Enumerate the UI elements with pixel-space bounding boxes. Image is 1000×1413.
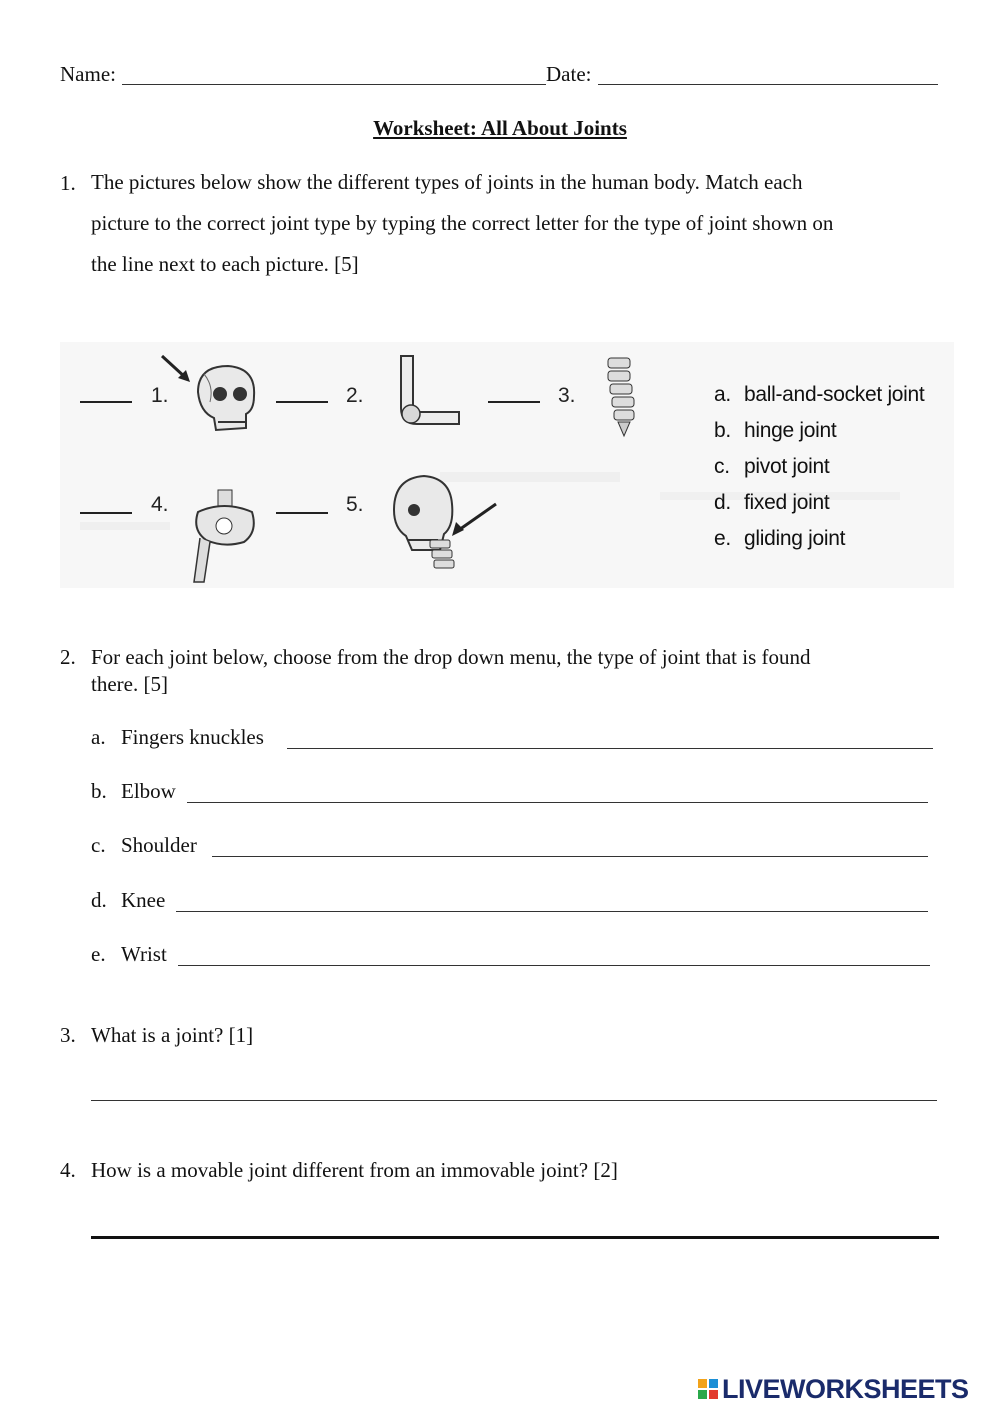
question-2-line: For each joint below, choose from the drop down menu, the type of joint that is found	[91, 645, 811, 669]
item-label: Elbow	[121, 779, 176, 803]
item-a	[91, 725, 264, 750]
item-b	[91, 779, 176, 804]
liveworksheets-logo-icon	[698, 1379, 718, 1399]
item-letter: d.	[91, 888, 107, 912]
item-label: Shoulder	[121, 833, 197, 857]
name-label: Name:	[60, 62, 116, 86]
dropdown-knee[interactable]	[176, 911, 928, 912]
option-text: ball-and-socket joint	[744, 383, 925, 406]
brand-name: LIVEWORKSHEETS	[722, 1374, 969, 1404]
answer-line-4[interactable]	[80, 512, 132, 514]
answer-field-q3[interactable]	[91, 1100, 937, 1101]
item-label: Fingers knuckles	[121, 725, 264, 749]
spine-icon	[600, 354, 640, 438]
hip-icon	[188, 488, 262, 586]
ghost-text	[80, 522, 170, 530]
question-4-text: How is a movable joint different from an immovable joint? [2]	[91, 1158, 618, 1182]
skull-neck-icon	[384, 470, 500, 576]
option-text: pivot joint	[744, 455, 830, 478]
question-1-number: 1.	[60, 171, 76, 195]
option-letter: a.	[714, 383, 731, 406]
option-letter: e.	[714, 527, 731, 550]
item-label: Knee	[121, 888, 166, 912]
item-letter: c.	[91, 833, 106, 857]
option-letter: c.	[714, 455, 730, 478]
option-b	[714, 419, 836, 443]
option-d	[714, 491, 829, 515]
date-field[interactable]	[598, 84, 938, 85]
item-c	[91, 833, 197, 858]
option-text: gliding joint	[744, 527, 846, 550]
answer-line-1[interactable]	[80, 401, 132, 403]
question-2-number: 2.	[60, 645, 76, 669]
dropdown-fingers-knuckles[interactable]	[287, 748, 933, 749]
name-field[interactable]	[122, 84, 546, 85]
question-2-line: there. [5]	[91, 672, 168, 696]
option-letter: d.	[714, 491, 731, 514]
question-1-line: picture to the correct joint type by typing the correct letter for the type of joint shown on	[91, 211, 834, 235]
dropdown-elbow[interactable]	[187, 802, 928, 803]
skull-arrow-icon	[158, 352, 270, 442]
answer-line-2[interactable]	[276, 401, 328, 403]
picture-5-label: 5.	[346, 493, 364, 516]
dropdown-wrist[interactable]	[178, 965, 930, 966]
picture-4-label: 4.	[151, 493, 169, 516]
item-label: Wrist	[121, 942, 167, 966]
option-a	[714, 383, 924, 407]
answer-field-q4[interactable]	[91, 1236, 939, 1239]
question-1-line: the line next to each picture. [5]	[91, 252, 359, 276]
picture-1-label: 1.	[151, 384, 169, 407]
picture-3-label: 3.	[558, 384, 576, 407]
elbow-icon	[393, 354, 463, 430]
item-letter: b.	[91, 779, 107, 803]
question-1-line: The pictures below show the different types of joints in the human body. Match each	[91, 170, 803, 194]
option-e	[714, 527, 845, 551]
picture-2-label: 2.	[346, 384, 364, 407]
answer-line-5[interactable]	[276, 512, 328, 514]
option-text: fixed joint	[744, 491, 830, 514]
option-letter: b.	[714, 419, 731, 442]
question-3-number: 3.	[60, 1023, 76, 1047]
item-letter: e.	[91, 942, 106, 966]
answer-line-3[interactable]	[488, 401, 540, 403]
question-4-number: 4.	[60, 1158, 76, 1182]
item-e	[91, 942, 167, 967]
option-c	[714, 455, 829, 479]
question-1-text	[91, 162, 833, 285]
item-d	[91, 888, 165, 913]
question-3-text: What is a joint? [1]	[91, 1023, 254, 1047]
option-text: hinge joint	[744, 419, 837, 442]
dropdown-shoulder[interactable]	[212, 856, 928, 857]
date-label: Date:	[546, 62, 592, 86]
page-title: Worksheet: All About Joints	[373, 116, 627, 140]
item-letter: a.	[91, 725, 106, 749]
